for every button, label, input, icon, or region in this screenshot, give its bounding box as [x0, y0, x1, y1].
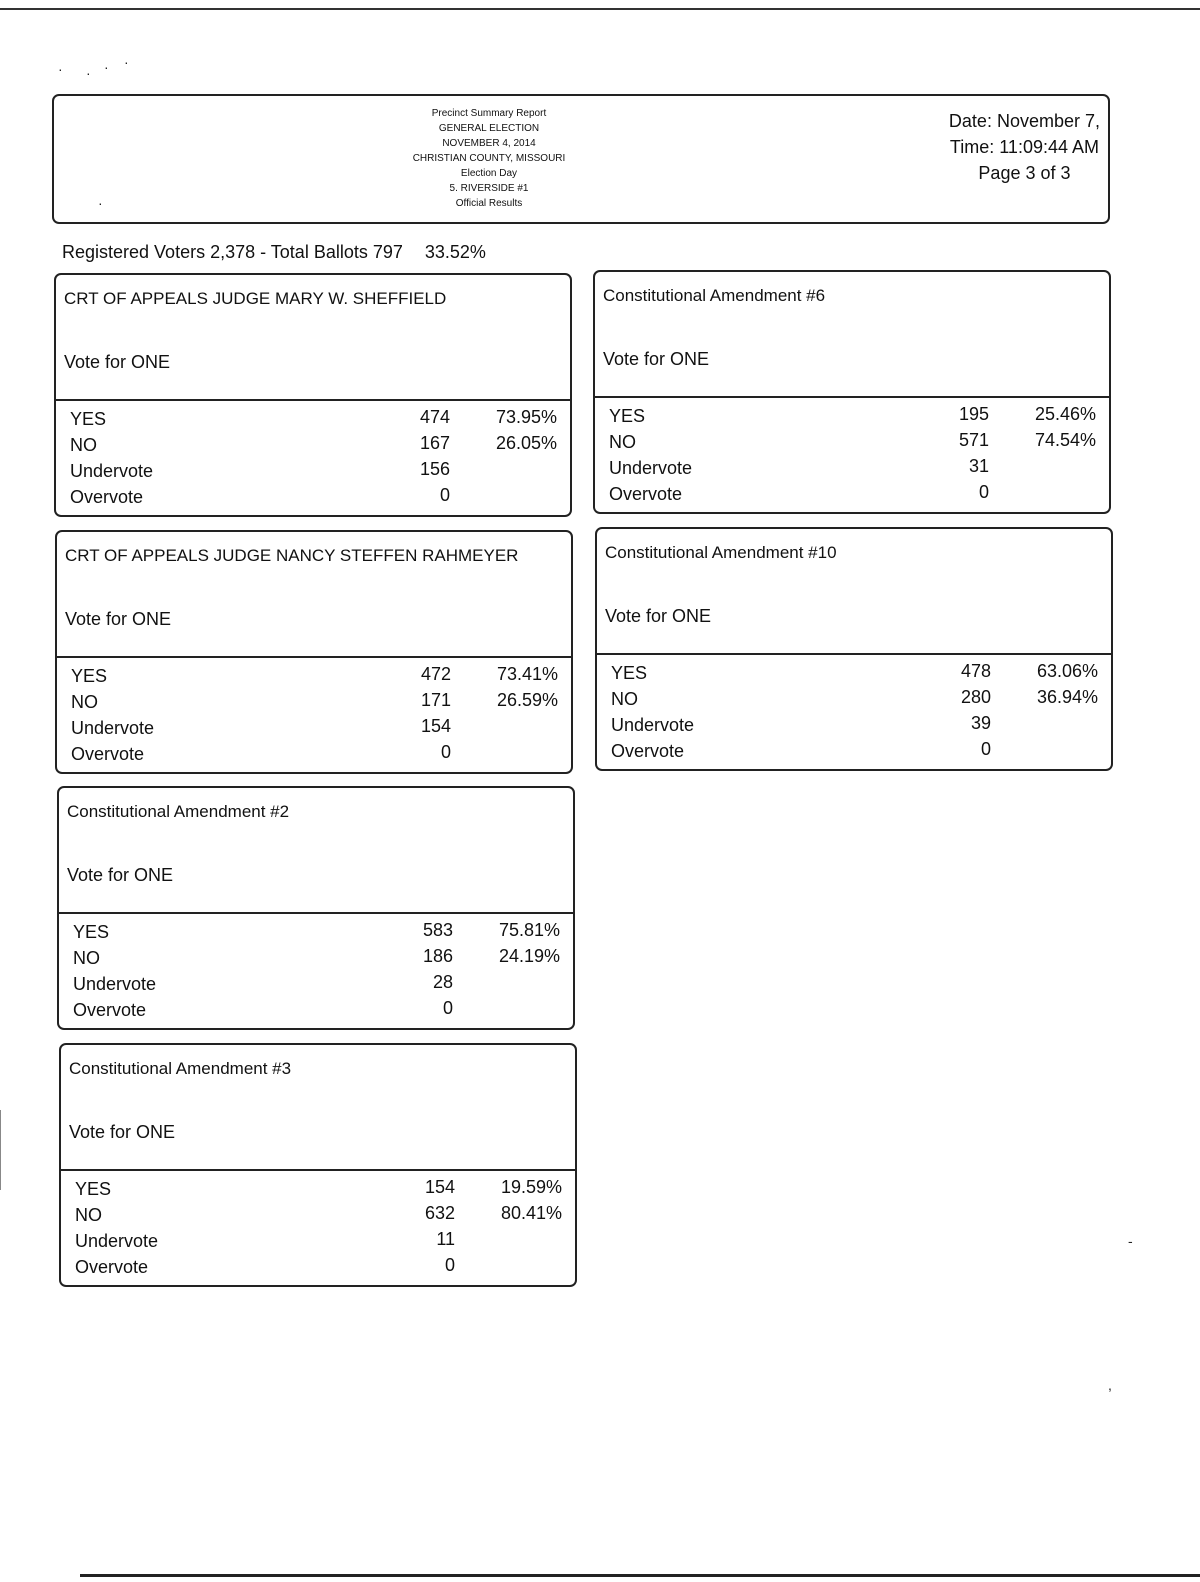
result-row [57, 666, 571, 692]
scan-speck: , [1108, 1377, 1112, 1393]
report-time: Time: 11:09:44 AM [949, 137, 1099, 157]
vote-percent: 73.41% [496, 664, 558, 684]
vote-for-instruction: Vote for ONE [67, 865, 174, 885]
choice-label: YES [611, 663, 648, 683]
report-title-block [364, 106, 614, 211]
vote-count: 0 [439, 485, 450, 505]
vote-count: 583 [422, 920, 453, 940]
result-row [56, 487, 570, 513]
vote-count: 0 [978, 482, 989, 502]
vote-percent: 63.06% [1036, 661, 1098, 681]
vote-for-instruction: Vote for ONE [64, 352, 171, 372]
result-row [56, 409, 570, 435]
race-box [57, 786, 575, 1030]
report-title: Precinct Summary Report [431, 108, 547, 119]
vote-for-instruction: Vote for ONE [603, 349, 710, 369]
report-date: Date: November 7, [948, 111, 1100, 131]
vote-count: 154 [424, 1177, 455, 1197]
result-rows [57, 666, 571, 770]
report-meta [949, 108, 1100, 186]
choice-label: YES [71, 666, 108, 686]
result-row [61, 1257, 575, 1283]
result-row [61, 1231, 575, 1257]
vote-count: 0 [444, 1255, 455, 1275]
vote-for-instruction: Vote for ONE [69, 1122, 176, 1142]
scan-bottom-edge [80, 1574, 1200, 1577]
vote-count: 171 [420, 690, 451, 710]
county-name: CHRISTIAN COUNTY, MISSOURI [412, 153, 566, 164]
result-row [595, 432, 1109, 458]
result-rows [597, 663, 1111, 767]
race-box [593, 270, 1111, 514]
page-number: Page 3 of 3 [978, 163, 1071, 183]
choice-label: YES [75, 1179, 112, 1199]
choice-label: Undervote [70, 461, 154, 481]
choice-label: Overvote [75, 1257, 149, 1277]
choice-label: Overvote [609, 484, 683, 504]
choice-label: NO [70, 435, 97, 455]
scan-speck: · [124, 54, 129, 70]
choice-label: Overvote [70, 487, 144, 507]
choice-label: Undervote [73, 974, 157, 994]
choice-label: Undervote [71, 718, 155, 738]
choice-label: Undervote [611, 715, 695, 735]
precinct-name: 5. RIVERSIDE #1 [449, 183, 529, 194]
vote-count: 39 [970, 713, 991, 733]
result-row [59, 974, 573, 1000]
election-day: Election Day [460, 168, 518, 179]
vote-count: 28 [432, 972, 453, 992]
choice-label: Undervote [75, 1231, 159, 1251]
result-rows [59, 922, 573, 1026]
vote-count: 11 [436, 1229, 455, 1249]
vote-count: 186 [422, 946, 453, 966]
vote-count: 474 [419, 407, 450, 427]
result-row [59, 922, 573, 948]
vote-count: 195 [958, 404, 989, 424]
result-row [56, 435, 570, 461]
vote-count: 154 [420, 716, 451, 736]
result-row [61, 1179, 575, 1205]
turnout-percent: 33.52% [424, 242, 486, 262]
result-rows [595, 406, 1109, 510]
results-status: Official Results [455, 198, 523, 209]
scan-left-edge [0, 1110, 1, 1190]
report-header [52, 94, 1110, 224]
race-divider [56, 399, 570, 401]
election-name: GENERAL ELECTION [438, 123, 540, 134]
result-row [56, 461, 570, 487]
race-title: Constitutional Amendment #3 [69, 1059, 292, 1078]
result-row [595, 406, 1109, 432]
choice-label: NO [75, 1205, 102, 1225]
race-title: CRT OF APPEALS JUDGE NANCY STEFFEN RAHMEYER [65, 546, 519, 565]
choice-label: NO [73, 948, 100, 968]
race-title: Constitutional Amendment #2 [67, 802, 290, 821]
result-row [597, 741, 1111, 767]
choice-label: Overvote [73, 1000, 147, 1020]
race-box [54, 273, 572, 517]
vote-percent: 24.19% [498, 946, 560, 966]
result-row [597, 715, 1111, 741]
race-divider [597, 653, 1111, 655]
vote-count: 0 [442, 998, 453, 1018]
vote-percent: 80.41% [500, 1203, 562, 1223]
scan-speck: · [58, 61, 63, 77]
scan-speck: · [98, 195, 103, 211]
scan-speck: · [86, 65, 91, 81]
result-row [57, 744, 571, 770]
race-title: Constitutional Amendment #6 [603, 286, 826, 305]
vote-count: 478 [960, 661, 991, 681]
choice-label: Undervote [609, 458, 693, 478]
choice-label: Overvote [611, 741, 685, 761]
race-divider [57, 656, 571, 658]
result-rows [56, 409, 570, 513]
vote-count: 571 [958, 430, 989, 450]
choice-label: YES [73, 922, 110, 942]
vote-count: 156 [419, 459, 450, 479]
result-rows [61, 1179, 575, 1283]
race-divider [61, 1169, 575, 1171]
vote-percent: 73.95% [495, 407, 557, 427]
scan-top-edge [0, 8, 1200, 10]
vote-percent: 26.05% [495, 433, 557, 453]
result-row [59, 1000, 573, 1026]
vote-percent: 74.54% [1034, 430, 1096, 450]
vote-count: 31 [968, 456, 989, 476]
race-box [59, 1043, 577, 1287]
result-row [57, 692, 571, 718]
turnout-summary [62, 242, 486, 263]
result-row [57, 718, 571, 744]
race-divider [595, 396, 1109, 398]
vote-percent: 25.46% [1034, 404, 1096, 424]
scan-speck: - [1128, 1233, 1133, 1249]
choice-label: YES [70, 409, 107, 429]
race-title: CRT OF APPEALS JUDGE MARY W. SHEFFIELD [64, 289, 447, 308]
vote-percent: 75.81% [498, 920, 560, 940]
election-date: NOVEMBER 4, 2014 [442, 138, 536, 149]
vote-for-instruction: Vote for ONE [65, 609, 172, 629]
choice-label: NO [611, 689, 638, 709]
result-row [595, 484, 1109, 510]
result-row [597, 689, 1111, 715]
vote-percent: 36.94% [1036, 687, 1098, 707]
choice-label: YES [609, 406, 646, 426]
vote-count: 472 [420, 664, 451, 684]
result-row [597, 663, 1111, 689]
choice-label: NO [71, 692, 98, 712]
race-title: Constitutional Amendment #10 [605, 543, 837, 562]
choice-label: Overvote [71, 744, 145, 764]
registered-voters-text: Registered Voters 2,378 - Total Ballots 797 [62, 242, 403, 262]
vote-count: 167 [419, 433, 450, 453]
vote-count: 0 [980, 739, 991, 759]
result-row [595, 458, 1109, 484]
vote-percent: 26.59% [496, 690, 558, 710]
race-box [595, 527, 1113, 771]
vote-count: 280 [960, 687, 991, 707]
scan-speck: · [104, 59, 109, 75]
choice-label: NO [609, 432, 636, 452]
race-divider [59, 912, 573, 914]
vote-count: 632 [424, 1203, 455, 1223]
vote-for-instruction: Vote for ONE [605, 606, 712, 626]
vote-percent: 19.59% [500, 1177, 562, 1197]
result-row [61, 1205, 575, 1231]
vote-count: 0 [440, 742, 451, 762]
result-row [59, 948, 573, 974]
race-box [55, 530, 573, 774]
